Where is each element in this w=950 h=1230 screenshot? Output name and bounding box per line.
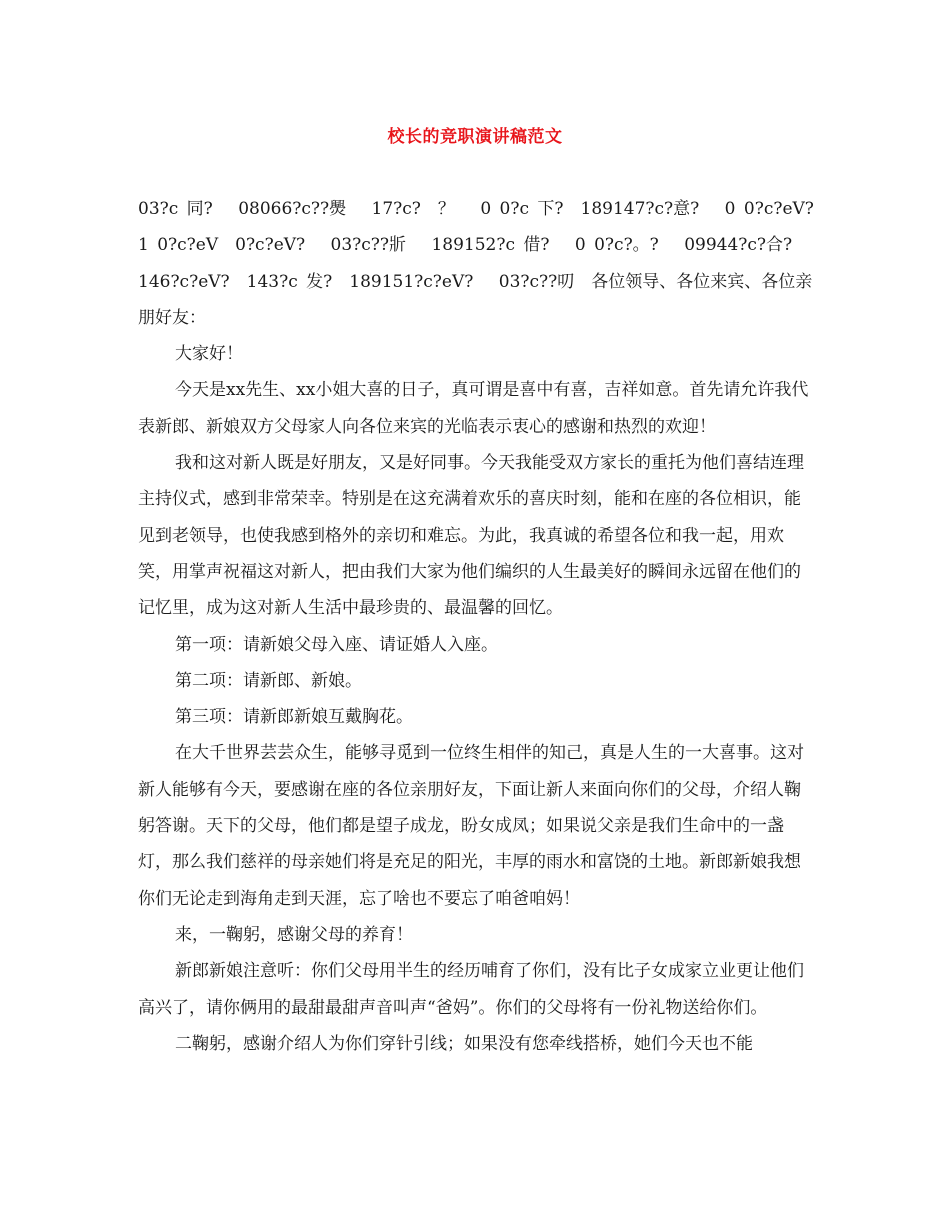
- document-body: [138, 191, 814, 1062]
- paragraph-attention: 新郎新娘注意听：你们父母用半生的经历哺育了你们，没有比子女成家立业更让他们高兴了，请你俩用的最甜最甜声音叫声“爸妈”。你们的父母将有一份礼物送给你们。: [138, 961, 804, 1018]
- paragraph-item-one: 第一项：请新娘父母入座、请证婚人入座。: [175, 634, 498, 655]
- paragraph-first-bow: 来，一鞠躬，感谢父母的养育！: [175, 924, 413, 945]
- paragraph-welcome: 今天是xx先生、xx小姐大喜的日子，真可谓是喜中有喜，吉祥如意。首先请允许我代表新郎、新娘双方父母家人向各位来宾的光临表示衷心的感谢和热烈的欢迎！: [138, 380, 809, 437]
- paragraph-item-three: 第三项：请新郎新娘互戴胸花。: [175, 707, 413, 728]
- paragraph-host-intro: 我和这对新人既是好朋友，又是好同事。今天我能受双方家长的重托为他们喜结连理主持仪式，感到非常荣幸。特别是在这充满着欢乐的喜庆时刻，能和在座的各位相识，能见到老领导，也使我感到格外的亲切和难忘。为此，我真诚的希望各位和我一起，用欢笑，用掌声祝福这对新人，把由我们大家为他们编织的人生最美好的瞬间永远留在他们的记忆里，成为这对新人生活中最珍贵的、最温馨的回忆。: [138, 453, 804, 619]
- document-title: 校长的竞职演讲稿范文: [387, 127, 563, 147]
- paragraph-second-bow: 二鞠躬，感谢介绍人为你们穿针引线；如果没有您牵线搭桥，她们今天也不能: [175, 1033, 753, 1054]
- paragraph-greeting: 大家好！: [175, 344, 243, 365]
- paragraph-item-two: 第二项：请新郎、新娘。: [175, 670, 362, 691]
- intro-paragraph: 03?c 同? 08066?c??爂 17?c? ？ 0 0?c 下? 189147?c?意? 0 0?c?eV? 1 0?c?eV 0?c?eV? 03?c??斨 189152?c 借? 0 0?c?。? 09944?c?合? 146?c?eV? 143?c 发? 189151?c?eV? 03?c??叨 各位领导、各位来宾、各位亲朋好友：: [138, 199, 814, 328]
- paragraph-gratitude-parents: 在大千世界芸芸众生，能够寻觅到一位终生相伴的知己，真是人生的一大喜事。这对新人能够有今天，要感谢在座的各位亲朋好友，下面让新人来面向你们的父母，介绍人鞠躬答谢。天下的父母，他们都是望子成龙，盼女成凤；如果说父亲是我们生命中的一盏灯，那么我们慈祥的母亲她们将是充足的阳光，丰厚的雨水和富饶的土地。新郎新娘我想你们无论走到海角走到天涯，忘了啥也不要忘了咱爸咱妈！: [138, 743, 804, 909]
